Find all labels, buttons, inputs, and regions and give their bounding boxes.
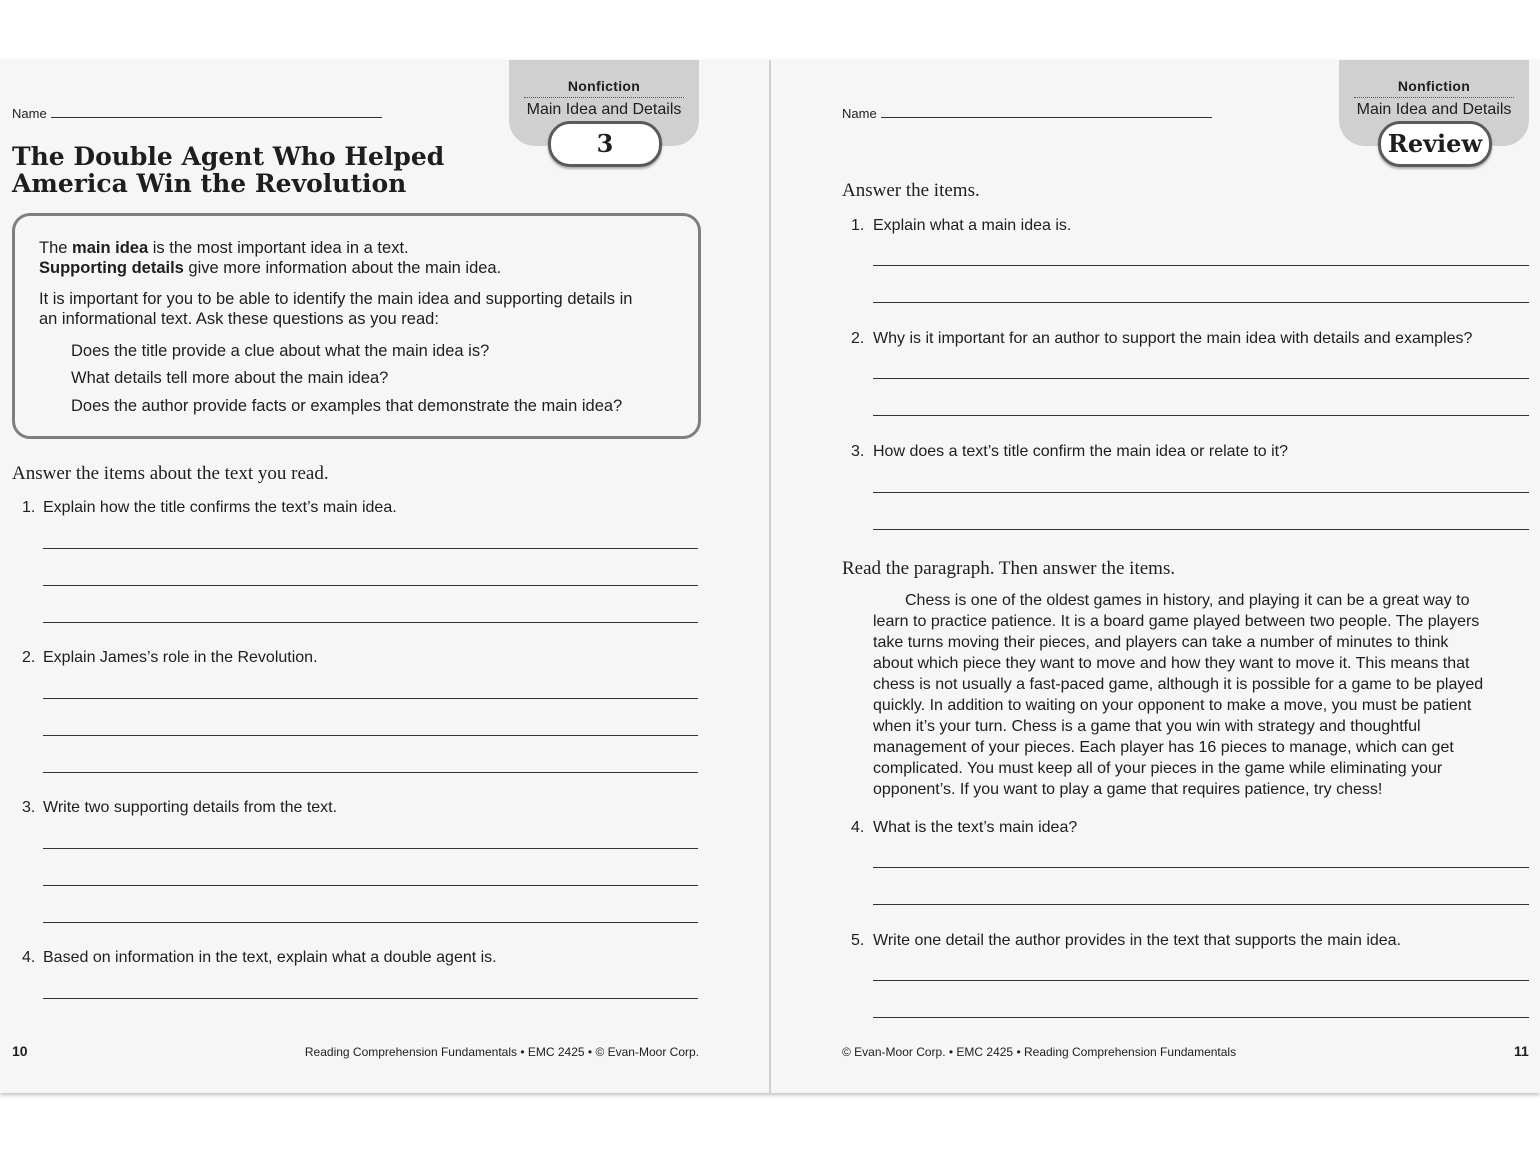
item-text: Why is it important for an author to support the main idea with details and examples? — [873, 330, 1473, 347]
answer-line[interactable] — [43, 998, 698, 999]
tab-genre: Nonfiction — [567, 78, 641, 94]
page-title — [12, 143, 444, 197]
info-paragraph-line-1: It is important for you to be able to identify the main idea and supporting details in — [39, 290, 633, 308]
page-number: 11 — [1514, 1043, 1529, 1059]
title-line-2: America Win the Revolution — [12, 169, 407, 198]
answer-line[interactable] — [43, 735, 698, 736]
paragraph-line: about which piece they want to move and how they want to move it. This means that — [873, 655, 1470, 672]
section-heading: Answer the items. — [842, 180, 980, 201]
info-text: is the most important idea in a text. — [148, 239, 409, 257]
answer-line[interactable] — [43, 698, 698, 699]
tab-genre: Nonfiction — [1397, 78, 1471, 94]
paragraph-line: management of your pieces. Each player has 16 pieces to manage, which can get — [873, 739, 1454, 756]
info-line-supporting-details — [39, 258, 501, 278]
item-number: 5. — [851, 932, 865, 949]
tab-skill: Main Idea and Details — [1356, 101, 1512, 118]
answer-line[interactable] — [873, 867, 1529, 868]
answer-line[interactable] — [43, 885, 698, 886]
right-page — [771, 60, 1540, 1093]
tab-divider — [524, 97, 684, 98]
answer-line[interactable] — [873, 378, 1529, 379]
answer-line[interactable] — [873, 265, 1529, 266]
answer-line[interactable] — [43, 622, 698, 623]
lesson-number-badge: 3 — [548, 121, 662, 167]
answer-line[interactable] — [873, 529, 1529, 530]
paragraph-line: Chess is one of the oldest games in history, and playing it can be a great way to — [905, 592, 1470, 609]
answer-line[interactable] — [43, 848, 698, 849]
page-footer: © Evan-Moor Corp. • EMC 2425 • Reading Comprehension Fundamentals — [842, 1045, 1237, 1059]
info-term-supporting-details: Supporting details — [39, 259, 184, 277]
info-question-2: What details tell more about the main idea? — [71, 369, 389, 387]
paragraph-line: take turns moving their pieces, and players can take a number of minutes to think — [873, 634, 1449, 651]
item-number: 1. — [22, 499, 36, 516]
name-label: Name — [842, 106, 877, 121]
answer-line[interactable] — [873, 492, 1529, 493]
title-line-1: The Double Agent Who Helped — [12, 142, 445, 171]
section-heading: Answer the items about the text you read. — [12, 463, 329, 484]
page-footer: Reading Comprehension Fundamentals • EMC 2425 • © Evan-Moor Corp. — [304, 1045, 699, 1059]
item-number: 2. — [851, 330, 865, 347]
paragraph-line: complicated. You must keep all of your pieces in the game while eliminating your — [873, 760, 1443, 777]
answer-line[interactable] — [43, 772, 698, 773]
answer-line[interactable] — [43, 548, 698, 549]
answer-line[interactable] — [43, 922, 698, 923]
paragraph-line: chess is not usually a fast-paced game, although it is possible for a game to be played — [873, 676, 1484, 693]
item-number: 4. — [851, 819, 865, 836]
item-text: Explain James’s role in the Revolution. — [43, 649, 318, 666]
item-text: Explain what a main idea is. — [873, 217, 1072, 234]
info-box — [12, 213, 701, 439]
reading-paragraph — [873, 590, 1533, 800]
item-text: Write one detail the author provides in the text that supports the main idea. — [873, 932, 1402, 949]
item-text: Based on information in the text, explain what a double agent is. — [43, 949, 497, 966]
item-number: 1. — [851, 217, 865, 234]
info-line-main-idea — [39, 238, 409, 258]
info-paragraph-line-2: an informational text. Ask these questions as you read: — [39, 310, 439, 328]
review-badge: Review — [1378, 121, 1492, 167]
item-number: 3. — [851, 443, 865, 460]
info-question-3: Does the author provide facts or examples that demonstrate the main idea? — [71, 397, 623, 415]
answer-line[interactable] — [873, 1017, 1529, 1018]
paragraph-line: quickly. In addition to waiting on your opponent to make a move, you must be patient — [873, 697, 1472, 714]
answer-line[interactable] — [873, 415, 1529, 416]
item-number: 2. — [22, 649, 36, 666]
answer-line[interactable] — [873, 302, 1529, 303]
answer-line[interactable] — [873, 980, 1529, 981]
section-heading: Read the paragraph. Then answer the items. — [842, 558, 1176, 579]
paragraph-line: opponent’s. If you want to play a game that requires patience, try chess! — [873, 781, 1383, 798]
answer-line[interactable] — [873, 904, 1529, 905]
name-line[interactable] — [51, 117, 382, 118]
paragraph-line: when it’s your turn. Chess is a game that you win with strategy and thoughtful — [873, 718, 1421, 735]
tab-divider — [1354, 97, 1514, 98]
workbook-spread — [0, 60, 1540, 1093]
info-term-main-idea: main idea — [72, 239, 149, 257]
name-line[interactable] — [881, 117, 1212, 118]
info-text: give more information about the main idea. — [183, 259, 502, 277]
answer-line[interactable] — [43, 585, 698, 586]
item-text: How does a text’s title confirm the main idea or relate to it? — [873, 443, 1289, 460]
item-number: 4. — [22, 949, 36, 966]
page-number: 10 — [12, 1043, 28, 1059]
item-number: 3. — [22, 799, 36, 816]
left-page — [0, 60, 769, 1093]
item-text: What is the text’s main idea? — [873, 819, 1078, 836]
info-question-1: Does the title provide a clue about what the main idea is? — [71, 342, 490, 360]
item-text: Write two supporting details from the text. — [43, 799, 338, 816]
item-text: Explain how the title confirms the text’s main idea. — [43, 499, 397, 516]
tab-skill: Main Idea and Details — [526, 101, 682, 118]
name-label: Name — [12, 106, 47, 121]
info-text: The — [39, 239, 73, 257]
paragraph-line: learn to practice patience. It is a board game played between two people. The players — [873, 613, 1480, 630]
